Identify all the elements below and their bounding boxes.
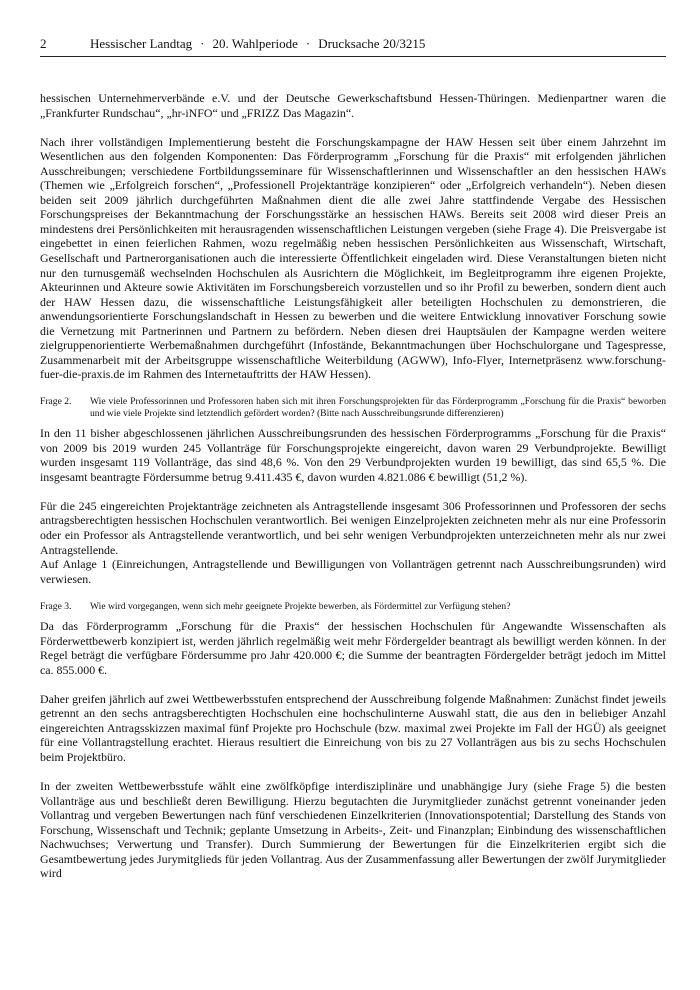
header-reference	[90, 36, 666, 52]
header-print-ref: Drucksache 20/3215	[318, 36, 426, 51]
question-3-label: Frage 3.	[40, 600, 72, 612]
paragraph-campaign: Nach ihrer vollständigen Implementierung besteht die Forschungskampagne der HAW Hessen seit über einem Jahrzehnt im Wesentlichen aus den folgenden Komponenten: Das Förderprogramm „Forschung für die Praxis“ mit erfolgenden jährlichen Ausschreibungen; verschiedene Fortbildungsseminare für Wissenschaftlerinnen und Wissenschaftler an den hessischen HAWs (Themen wie „Erfolgreich forschen“, „Professionell Projektanträge konzipieren“ oder „Erfolgreich verhandeln“). Neben diesen beiden seit 2009 jährlich durchgeführten Maßnahmen dient die alle zwei Jahre stattfindende Vergabe des Hessischen Forschungspreises der Bekanntmachung der Forschungsstärke an hessischen HAWs. Bereits seit 2008 wird dieser Preis an mindestens drei Persönlichkeiten mit herausragenden wissenschaftlichen Leistungen vergeben (siehe Frage 4). Die Preisvergabe ist eingebettet in einen feierlichen Rahmen, wozu regelmäßig neben hessischen Persönlichkeiten aus Wissenschaft, Wirtschaft, Gesellschaft und Partnerorganisationen auch die interessierte Öffentlichkeit eingeladen wird. Diese Veranstaltungen bieten nicht nur den turnusgemäß wechselnden Hochschulen als Ausrichtern die Möglichkeit, im Begleitprogramm ihre eigenen Projekte, Akteurinnen und Akteure sowie Aktivitäten im Forschungsbereich vorzustellen und so ihr Profil zu bewerben, sondern dient auch der HAW Hessen dazu, die wissenschaftliche Leistungsfähigkeit aller beteiligten Hochschulen zu demonstrieren, die anwendungsorientierte Forschungslandschaft in Hessen zu bewerben und die weitere Entwicklung innovativer Forschung sowie die Vernetzung mit Partnerinnen und Partnern zu befördern. Neben diesen drei Hauptsäulen der Kampagne werden weitere zielgruppenorientierte Werbemaßnahmen durchgeführt (Infostände, Bekanntmachungen über Hochschulorgane und Tagespresse, Zusammenarbeit mit der Arbeitsgruppe wissenschaftliche Weiterbildung (AGWW), Info-Flyer, Internetpräsenz www.forschung-fuer-die-praxis.de im Rahmen des Internetauftritts der HAW Hessen).	[40, 134, 666, 382]
question-2	[40, 396, 666, 419]
header-period: 20. Wahlperiode	[212, 36, 298, 51]
page-number: 2	[40, 36, 47, 51]
question-2-label: Frage 2.	[40, 396, 72, 408]
header-separator-2: ·	[305, 36, 311, 51]
question-2-text: Wie viele Professorinnen und Professoren haben sich mit ihren Forschungsprojekten für das Förderprogramm „Forschung für die Praxis“ beworben und wie viele Projekte sind letztendlich gefördert worden? (Bitte nach Ausschreibungsrunde differenzieren)	[90, 396, 666, 419]
header-parliament: Hessischer Landtag	[90, 36, 193, 51]
paragraph-rounds: In den 11 bisher abgeschlossenen jährlichen Ausschreibungsrunden des hessischen Förderprogramms „Forschung für die Praxis“ von 2009 bis 2019 wurden 245 Vollanträge für Forschungsprojekte eingereicht, davon waren 29 Verbundprojekte. Bewilligt wurden insgesamt 119 Vollanträge, das sind 48,6 %. Von den 29 Verbundprojekten wurden 19 bewilligt, das sind 65,5 %. Die insgesamt beantragte Fördersumme betrug 9.411.435 €, davon wurden 4.821.086 € bewilligt (51,2 %).	[40, 426, 666, 484]
header-separator-1: ·	[200, 36, 205, 51]
page-header	[40, 36, 666, 57]
question-3	[40, 601, 666, 612]
paragraph-annex-reference: Auf Anlage 1 (Einreichungen, Antragstellende und Bewilligungen von Vollanträgen getrennt nach Ausschreibungsrunden) wird verwiesen.	[40, 557, 666, 586]
paragraph-first-stage: Daher greifen jährlich auf zwei Wettbewerbsstufen entsprechend der Ausschreibung folgende Maßnahmen: Zunächst findet jeweils getrennt an den sechs antragsberechtigten Hochschulen eine hochschulinterne Auswahl statt, die aus den in beliebiger Anzahl eingereichten Antragsskizzen maximal fünf Projekte pro Hochschule (bzw. maximal zwei Projekte im Fall der HGÜ) als geeignet für eine Vollantragstellung erachtet. Hieraus resultiert die Einreichung von bis zu 27 Vollanträgen aus bis zu sechs Hochschulen beim Projektbüro.	[40, 691, 666, 764]
paragraph-applicants: Für die 245 eingereichten Projektanträge zeichneten als Antragstellende insgesamt 306 Professorinnen und Professoren der sechs antragsberechtigten hessischen Hochschulen verantwortlich. Bei wenigen Einzelprojekten zeichneten mehr als nur eine Professorin oder ein Professor als Antragstellende verantwortlich, und bei sehr wenigen Verbundprojekten unterzeichneten mehr als nur zwei Antragstellende.	[40, 498, 666, 557]
paragraph-partners: hessischen Unternehmerverbände e.V. und der Deutsche Gewerkschaftsbund Hessen-Thüringen. Medienpartner waren die „Frankfurter Rundschau“, „hr-iNFO“ und „FRIZZ Das Magazin“.	[40, 91, 666, 120]
question-3-text: Wie wird vorgegangen, wenn sich mehr geeignete Projekte bewerben, als Fördermittel zur Verfügung stehen?	[90, 600, 511, 612]
paragraph-second-stage: In der zweiten Wettbewerbsstufe wählt eine zwölfköpfige interdisziplinäre und unabhängige Jury (siehe Frage 5) die besten Vollanträge aus und beschließt deren Bewilligung. Hierzu begutachten die Jurymitglieder zunächst getrennt voneinander jeden Vollantrag und vergeben Bewertungen nach fünf verschiedenen Einzelkriterien (Innovationspotential; Darstellung des Stands von Forschung, Wissenschaft und Technik; geplante Umsetzung in Arbeits-, Zeit- und Finanzplan; Einbindung des wissenschaftlichen Nachwuchses; Verwertung und Transfer). Durch Summierung der Bewertungen für die Einzelkriterien ergibt sich die Gesamtbewertung jedes Jurymitglieds für jeden Vollantrag. Aus der Zusammenfassung aller Bewertungen der zwölf Jurymitglieder wird	[40, 779, 666, 881]
paragraph-competition: Da das Förderprogramm „Forschung für die Praxis“ der hessischen Hochschulen für Angewandte Wissenschaften als Förderwettbewerb konzipiert ist, werden jährlich regelmäßig weit mehr Fördergelder beantragt als bewilligt werden können. In der Regel beträgt die verfügbare Fördersumme pro Jahr 420.000 €; die Summe der beantragten Fördergelder beträgt jedoch im Mittel ca. 855.000 €.	[40, 619, 666, 677]
document-page	[40, 36, 666, 881]
